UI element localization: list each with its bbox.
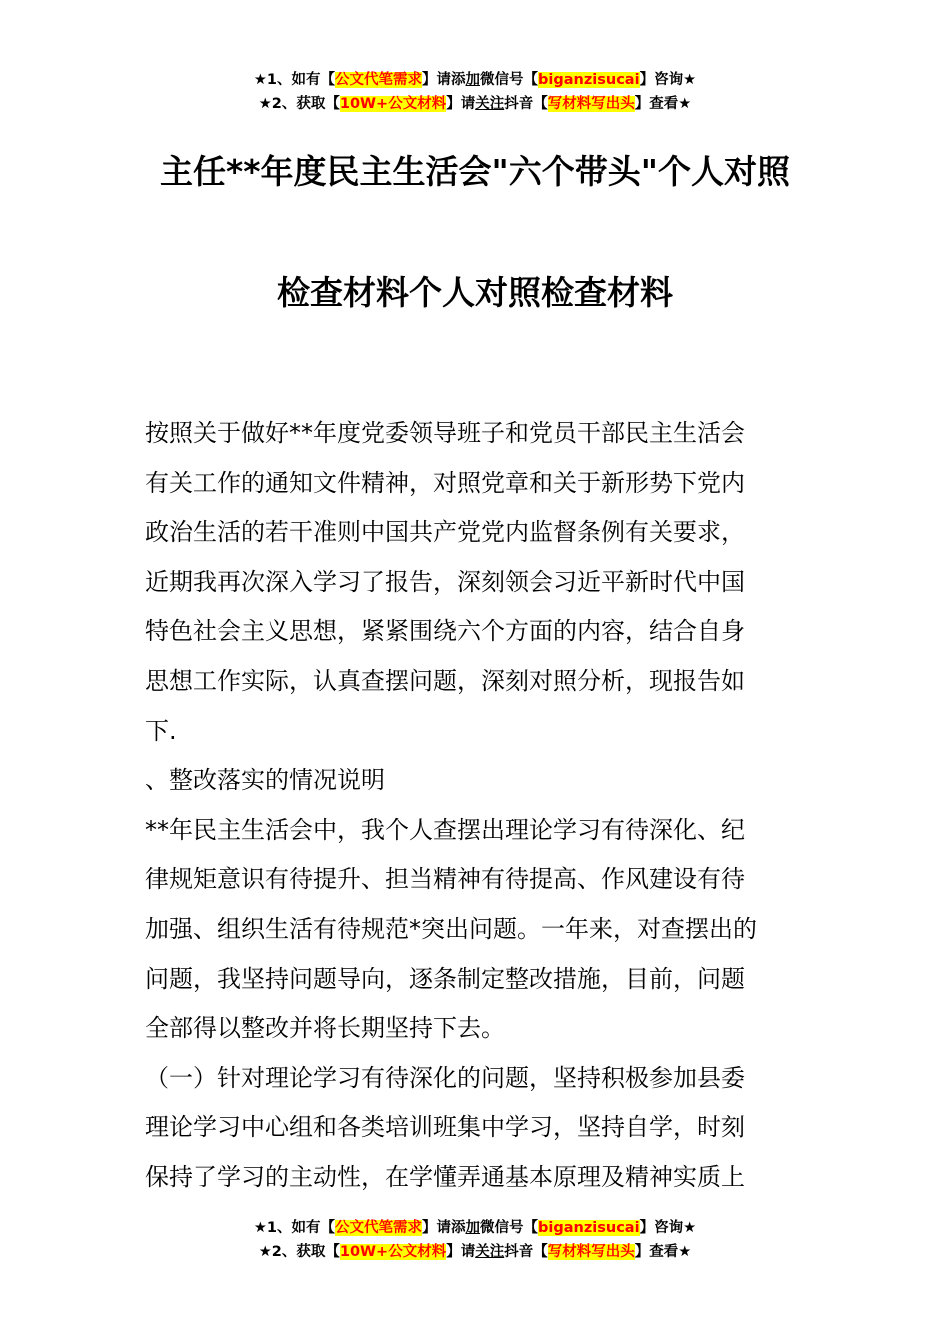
document-title-line-2: 检查材料个人对照检查材料 — [277, 273, 673, 312]
promo-text: 】请添 — [422, 72, 466, 88]
body-line: 近期我再次深入学习了报告，深刻领会习近平新时代中国 — [145, 567, 745, 596]
body-line: 政治生活的若干准则中国共产党党内监督条例有关要求， — [145, 518, 745, 547]
promo-underlined: 关注 — [475, 96, 505, 112]
promo-text: 】咨询★ — [639, 1220, 697, 1236]
promo-text: ★1、如有【 — [253, 1220, 336, 1236]
section-heading: 、整改落实的情况说明 — [145, 766, 385, 795]
promo-text: 】请 — [446, 96, 476, 112]
promo-banner-top — [0, 68, 950, 116]
promo-line-2 — [0, 1240, 950, 1264]
promo-highlight: 公文代笔需求 — [335, 72, 423, 88]
promo-text: 抖音【 — [504, 96, 548, 112]
promo-text: ★2、获取【 — [258, 1244, 340, 1260]
promo-wechat-id: biganzisucai — [538, 72, 640, 88]
body-line: **年民主生活会中，我个人查摆出理论学习有待深化、纪 — [145, 815, 745, 844]
body-line: 保持了学习的主动性，在学懂弄通基本原理及精神实质上 — [145, 1162, 745, 1191]
body-line: 按照关于做好**年度党委领导班子和党员干部民主生活会 — [145, 419, 745, 447]
promo-text: 】查看★ — [634, 96, 692, 112]
promo-line-2 — [0, 92, 950, 116]
body-line: 加强、组织生活有待规范*突出问题。一年来，对查摆出的 — [145, 914, 757, 943]
promo-line-1 — [0, 1216, 950, 1240]
promo-banner-bottom — [0, 1216, 950, 1264]
body-line: 律规矩意识有待提升、担当精神有待提高、作风建设有待 — [145, 865, 745, 894]
body-line: 问题，我坚持问题导向，逐条制定整改措施，目前，问题 — [145, 964, 745, 993]
promo-text: 】查看★ — [634, 1244, 692, 1260]
promo-douyin-id: 写材料写出头 — [547, 96, 635, 112]
promo-text: 微信号【 — [480, 1220, 539, 1236]
body-line: 下. — [145, 716, 177, 745]
document-body — [145, 409, 810, 1203]
body-line: 特色社会主义思想，紧紧围绕六个方面的内容，结合自身 — [145, 617, 745, 646]
promo-text: 抖音【 — [504, 1244, 548, 1260]
promo-text: 】请 — [446, 1244, 476, 1260]
promo-underlined: 加 — [465, 1220, 481, 1236]
body-line: 理论学习中心组和各类培训班集中学习，坚持自学，时刻 — [145, 1113, 745, 1142]
body-line: 思想工作实际，认真查摆问题，深刻对照分析，现报告如 — [145, 666, 745, 695]
body-line: 有关工作的通知文件精神，对照党章和关于新形势下党内 — [145, 468, 745, 497]
body-line: 全部得以整改并将长期坚持下去。 — [145, 1014, 505, 1043]
promo-highlight: 10W+公文材料 — [339, 96, 447, 112]
promo-douyin-id: 写材料写出头 — [547, 1244, 635, 1260]
promo-text: ★2、获取【 — [258, 96, 340, 112]
promo-text: ★1、如有【 — [253, 72, 336, 88]
promo-highlight: 公文代笔需求 — [335, 1220, 423, 1236]
promo-underlined: 加 — [465, 72, 481, 88]
promo-wechat-id: biganzisucai — [538, 1220, 640, 1236]
document-title-line-1: 主任**年度民主生活会"六个带头"个人对照 — [160, 152, 790, 191]
promo-text: 微信号【 — [480, 72, 539, 88]
promo-highlight: 10W+公文材料 — [339, 1244, 447, 1260]
promo-underlined: 关注 — [475, 1244, 505, 1260]
promo-line-1 — [0, 68, 950, 92]
promo-text: 】请添 — [422, 1220, 466, 1236]
promo-text: 】咨询★ — [639, 72, 697, 88]
body-line: （一）针对理论学习有待深化的问题，坚持积极参加县委 — [145, 1063, 745, 1092]
